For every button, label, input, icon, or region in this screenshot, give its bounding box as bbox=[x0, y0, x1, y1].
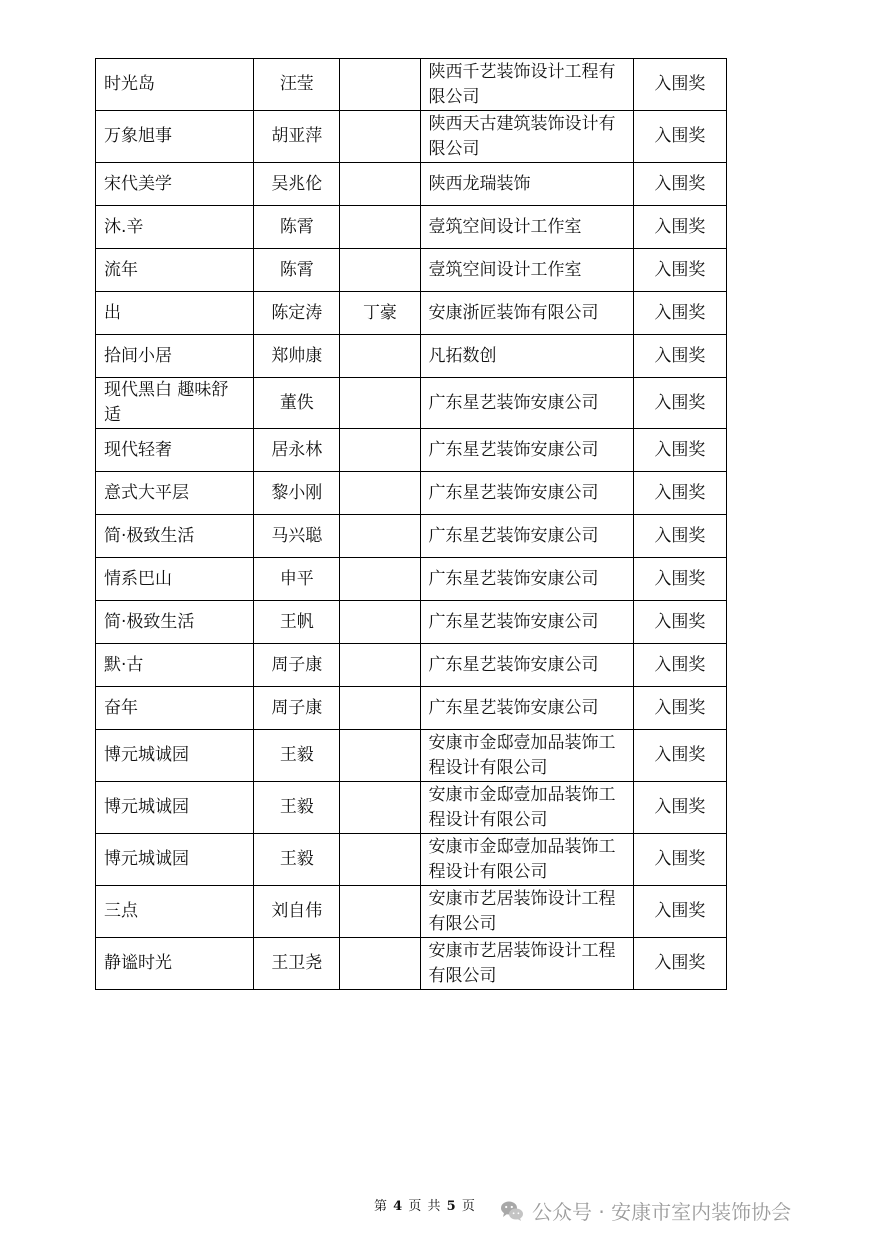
designer-cell: 黎小刚 bbox=[254, 472, 340, 515]
page-total: 5 bbox=[446, 1199, 457, 1214]
co-designer-cell bbox=[340, 429, 420, 472]
company-cell: 广东星艺装饰安康公司 bbox=[420, 558, 633, 601]
company-cell: 安康市金邸壹加品装饰工程设计有限公司 bbox=[420, 834, 633, 886]
title-cell: 出 bbox=[96, 292, 254, 335]
title-cell: 三点 bbox=[96, 886, 254, 938]
title-cell: 沐.辛 bbox=[96, 206, 254, 249]
co-designer-cell bbox=[340, 206, 420, 249]
award-cell: 入围奖 bbox=[633, 163, 726, 206]
table-row bbox=[96, 601, 727, 644]
awards-table bbox=[95, 58, 727, 990]
table-row bbox=[96, 249, 727, 292]
title-cell: 流年 bbox=[96, 249, 254, 292]
title-cell: 意式大平层 bbox=[96, 472, 254, 515]
co-designer-cell: 丁豪 bbox=[340, 292, 420, 335]
co-designer-cell bbox=[340, 601, 420, 644]
table-row bbox=[96, 886, 727, 938]
company-cell: 广东星艺装饰安康公司 bbox=[420, 472, 633, 515]
designer-cell: 郑帅康 bbox=[254, 335, 340, 378]
page-prefix: 第 bbox=[374, 1199, 389, 1214]
table-row bbox=[96, 59, 727, 111]
title-cell: 万象旭事 bbox=[96, 111, 254, 163]
award-cell: 入围奖 bbox=[633, 429, 726, 472]
table-row bbox=[96, 429, 727, 472]
designer-cell: 居永林 bbox=[254, 429, 340, 472]
award-cell: 入围奖 bbox=[633, 782, 726, 834]
designer-cell: 陈霄 bbox=[254, 206, 340, 249]
co-designer-cell bbox=[340, 515, 420, 558]
award-cell: 入围奖 bbox=[633, 206, 726, 249]
wechat-icon bbox=[500, 1200, 524, 1222]
award-cell: 入围奖 bbox=[633, 601, 726, 644]
title-cell: 奋年 bbox=[96, 687, 254, 730]
table-row bbox=[96, 335, 727, 378]
award-cell: 入围奖 bbox=[633, 515, 726, 558]
award-cell: 入围奖 bbox=[633, 687, 726, 730]
title-cell: 博元城诚园 bbox=[96, 730, 254, 782]
title-cell: 宋代美学 bbox=[96, 163, 254, 206]
co-designer-cell bbox=[340, 644, 420, 687]
table-row bbox=[96, 782, 727, 834]
table-row bbox=[96, 558, 727, 601]
company-cell: 安康市金邸壹加品装饰工程设计有限公司 bbox=[420, 730, 633, 782]
designer-cell: 周子康 bbox=[254, 687, 340, 730]
designer-cell: 周子康 bbox=[254, 644, 340, 687]
designer-cell: 申平 bbox=[254, 558, 340, 601]
award-cell: 入围奖 bbox=[633, 59, 726, 111]
title-cell: 简·极致生活 bbox=[96, 601, 254, 644]
co-designer-cell bbox=[340, 59, 420, 111]
co-designer-cell bbox=[340, 249, 420, 292]
award-cell: 入围奖 bbox=[633, 834, 726, 886]
designer-cell: 王卫尧 bbox=[254, 938, 340, 990]
award-cell: 入围奖 bbox=[633, 378, 726, 429]
award-cell: 入围奖 bbox=[633, 472, 726, 515]
page-suffix: 页 bbox=[461, 1199, 476, 1214]
company-cell: 陕西千艺装饰设计工程有限公司 bbox=[420, 59, 633, 111]
company-cell: 凡拓数创 bbox=[420, 335, 633, 378]
company-cell: 安康浙匠装饰有限公司 bbox=[420, 292, 633, 335]
table-row bbox=[96, 206, 727, 249]
designer-cell: 王毅 bbox=[254, 730, 340, 782]
award-cell: 入围奖 bbox=[633, 558, 726, 601]
company-cell: 广东星艺装饰安康公司 bbox=[420, 378, 633, 429]
company-cell: 广东星艺装饰安康公司 bbox=[420, 644, 633, 687]
table-row bbox=[96, 515, 727, 558]
co-designer-cell bbox=[340, 687, 420, 730]
table-row bbox=[96, 163, 727, 206]
designer-cell: 陈定涛 bbox=[254, 292, 340, 335]
company-cell: 广东星艺装饰安康公司 bbox=[420, 429, 633, 472]
title-cell: 时光岛 bbox=[96, 59, 254, 111]
title-cell: 现代轻奢 bbox=[96, 429, 254, 472]
page-footer bbox=[374, 1195, 476, 1214]
title-cell: 博元城诚园 bbox=[96, 782, 254, 834]
wechat-watermark bbox=[500, 1196, 791, 1225]
award-cell: 入围奖 bbox=[633, 730, 726, 782]
company-cell: 壹筑空间设计工作室 bbox=[420, 206, 633, 249]
company-cell: 广东星艺装饰安康公司 bbox=[420, 687, 633, 730]
award-cell: 入围奖 bbox=[633, 249, 726, 292]
co-designer-cell bbox=[340, 335, 420, 378]
designer-cell: 王毅 bbox=[254, 782, 340, 834]
designer-cell: 王帆 bbox=[254, 601, 340, 644]
table-row bbox=[96, 834, 727, 886]
co-designer-cell bbox=[340, 472, 420, 515]
awards-table-body bbox=[96, 59, 727, 990]
company-cell: 壹筑空间设计工作室 bbox=[420, 249, 633, 292]
company-cell: 安康市金邸壹加品装饰工程设计有限公司 bbox=[420, 782, 633, 834]
award-cell: 入围奖 bbox=[633, 644, 726, 687]
co-designer-cell bbox=[340, 886, 420, 938]
title-cell: 静谧时光 bbox=[96, 938, 254, 990]
company-cell: 陕西天古建筑装饰设计有限公司 bbox=[420, 111, 633, 163]
page-middle: 页 共 bbox=[408, 1199, 442, 1214]
designer-cell: 吴兆伦 bbox=[254, 163, 340, 206]
table-row bbox=[96, 472, 727, 515]
company-cell: 陕西龙瑞装饰 bbox=[420, 163, 633, 206]
co-designer-cell bbox=[340, 378, 420, 429]
co-designer-cell bbox=[340, 938, 420, 990]
co-designer-cell bbox=[340, 558, 420, 601]
award-cell: 入围奖 bbox=[633, 335, 726, 378]
table-row bbox=[96, 730, 727, 782]
co-designer-cell bbox=[340, 163, 420, 206]
designer-cell: 董佚 bbox=[254, 378, 340, 429]
table-row bbox=[96, 938, 727, 990]
table-row bbox=[96, 111, 727, 163]
designer-cell: 王毅 bbox=[254, 834, 340, 886]
table-row bbox=[96, 687, 727, 730]
title-cell: 默·古 bbox=[96, 644, 254, 687]
title-cell: 博元城诚园 bbox=[96, 834, 254, 886]
designer-cell: 马兴聪 bbox=[254, 515, 340, 558]
title-cell: 简·极致生活 bbox=[96, 515, 254, 558]
award-cell: 入围奖 bbox=[633, 938, 726, 990]
award-cell: 入围奖 bbox=[633, 292, 726, 335]
table-row bbox=[96, 378, 727, 429]
title-cell: 现代黑白 趣味舒适 bbox=[96, 378, 254, 429]
title-cell: 情系巴山 bbox=[96, 558, 254, 601]
designer-cell: 陈霄 bbox=[254, 249, 340, 292]
company-cell: 广东星艺装饰安康公司 bbox=[420, 515, 633, 558]
company-cell: 安康市艺居装饰设计工程有限公司 bbox=[420, 938, 633, 990]
co-designer-cell bbox=[340, 730, 420, 782]
designer-cell: 刘自伟 bbox=[254, 886, 340, 938]
title-cell: 拾间小居 bbox=[96, 335, 254, 378]
table-row bbox=[96, 644, 727, 687]
page-number: 4 bbox=[393, 1199, 404, 1214]
co-designer-cell bbox=[340, 834, 420, 886]
award-cell: 入围奖 bbox=[633, 886, 726, 938]
company-cell: 安康市艺居装饰设计工程有限公司 bbox=[420, 886, 633, 938]
designer-cell: 胡亚萍 bbox=[254, 111, 340, 163]
co-designer-cell bbox=[340, 782, 420, 834]
designer-cell: 汪莹 bbox=[254, 59, 340, 111]
table-row bbox=[96, 292, 727, 335]
co-designer-cell bbox=[340, 111, 420, 163]
company-cell: 广东星艺装饰安康公司 bbox=[420, 601, 633, 644]
award-cell: 入围奖 bbox=[633, 111, 726, 163]
watermark-text: 公众号 · 安康市室内装饰协会 bbox=[532, 1200, 792, 1224]
